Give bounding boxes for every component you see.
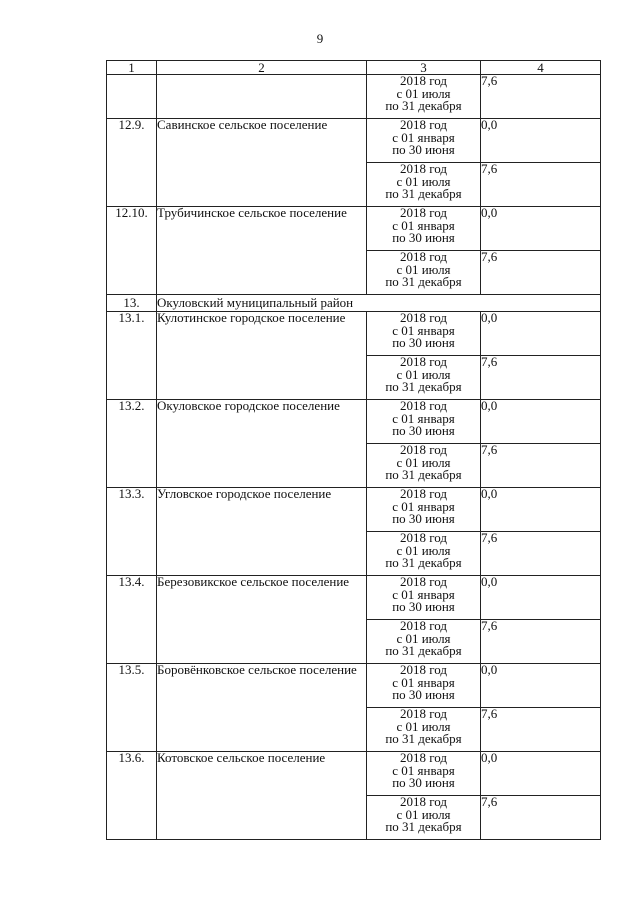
period-line: 2018 год: [400, 354, 447, 369]
table-row: [107, 312, 601, 356]
rate-value: 7,6: [481, 163, 601, 207]
period-line: с 01 января: [392, 498, 455, 514]
row-number: 13.1.: [107, 312, 157, 400]
rate-value: 7,6: [481, 708, 601, 752]
period-line: с 01 января: [392, 217, 455, 233]
period-line: с 01 января: [392, 674, 455, 690]
period-line: с 01 июля: [396, 630, 451, 646]
period-line: с 01 июля: [396, 261, 451, 277]
settlement-name: Савинское сельское поселение: [157, 119, 367, 207]
table-row-continued: [107, 75, 601, 119]
period-line: по 30 июня: [392, 142, 455, 157]
settlement-name: Кулотинское городское поселение: [157, 312, 367, 400]
row-number: 13.4.: [107, 576, 157, 664]
period-cell: [367, 488, 481, 532]
settlement-name: Котовское сельское поселение: [157, 752, 367, 840]
period-cell: [367, 400, 481, 444]
period-cell: [367, 163, 481, 207]
period-cell: [367, 356, 481, 400]
period-line: с 01 июля: [396, 806, 451, 822]
period-line: 2018 год: [400, 486, 447, 501]
column-header-3: 3: [367, 61, 481, 75]
settlement-name: Трубичинское сельское поселение: [157, 207, 367, 295]
row-number: 13.2.: [107, 400, 157, 488]
row-number: 13.: [107, 295, 157, 312]
period-line: с 01 июля: [396, 718, 451, 734]
region-name: Окуловский муниципальный район: [157, 295, 601, 312]
period-line: с 01 июля: [396, 173, 451, 189]
period-cell: [367, 620, 481, 664]
row-number: 13.5.: [107, 664, 157, 752]
settlement-name: Угловское городское поселение: [157, 488, 367, 576]
row-number: 13.3.: [107, 488, 157, 576]
rate-value: 7,6: [481, 532, 601, 576]
rate-value: 0,0: [481, 576, 601, 620]
period-line: по 31 декабря: [385, 274, 462, 289]
period-line: по 30 июня: [392, 230, 455, 245]
settlement-name: [157, 75, 367, 119]
row-number: [107, 75, 157, 119]
rate-value: 7,6: [481, 620, 601, 664]
row-number: 12.10.: [107, 207, 157, 295]
rate-value: 7,6: [481, 444, 601, 488]
period-cell: [367, 532, 481, 576]
period-line: с 01 июля: [396, 85, 451, 101]
period-cell: [367, 576, 481, 620]
period-line: 2018 год: [400, 442, 447, 457]
period-line: 2018 год: [400, 398, 447, 413]
rate-value: 0,0: [481, 664, 601, 708]
period-line: с 01 января: [392, 322, 455, 338]
period-line: по 30 июня: [392, 775, 455, 790]
settlement-name: Боровёнковское сельское поселение: [157, 664, 367, 752]
table-header-row: [107, 61, 601, 75]
period-line: 2018 год: [400, 205, 447, 220]
period-line: 2018 год: [400, 249, 447, 264]
period-line: с 01 января: [392, 129, 455, 145]
period-line: по 30 июня: [392, 687, 455, 702]
period-line: по 30 июня: [392, 511, 455, 526]
period-line: по 30 июня: [392, 423, 455, 438]
period-line: по 31 декабря: [385, 555, 462, 570]
period-line: по 30 июня: [392, 335, 455, 350]
period-line: по 31 декабря: [385, 467, 462, 482]
rate-value: 7,6: [481, 796, 601, 840]
rate-value: 7,6: [481, 75, 601, 119]
column-header-2: 2: [157, 61, 367, 75]
period-line: 2018 год: [400, 530, 447, 545]
period-cell: [367, 796, 481, 840]
rate-value: 0,0: [481, 207, 601, 251]
period-line: 2018 год: [400, 73, 447, 88]
period-cell: [367, 444, 481, 488]
period-line: 2018 год: [400, 161, 447, 176]
table-row: [107, 664, 601, 708]
period-line: с 01 января: [392, 762, 455, 778]
period-line: по 31 декабря: [385, 98, 462, 113]
period-cell: [367, 752, 481, 796]
period-cell: [367, 207, 481, 251]
rate-value: 0,0: [481, 752, 601, 796]
column-header-4: 4: [481, 61, 601, 75]
period-cell: [367, 312, 481, 356]
period-cell: [367, 708, 481, 752]
period-line: 2018 год: [400, 794, 447, 809]
rate-value: 0,0: [481, 119, 601, 163]
period-line: 2018 год: [400, 574, 447, 589]
rate-value: 0,0: [481, 488, 601, 532]
period-line: по 31 декабря: [385, 731, 462, 746]
period-line: по 30 июня: [392, 599, 455, 614]
table-row: [107, 400, 601, 444]
period-cell: [367, 119, 481, 163]
period-line: с 01 июля: [396, 454, 451, 470]
region-row: [107, 295, 601, 312]
period-line: 2018 год: [400, 618, 447, 633]
period-cell: [367, 664, 481, 708]
table-row: [107, 576, 601, 620]
row-number: 13.6.: [107, 752, 157, 840]
period-line: по 31 декабря: [385, 379, 462, 394]
column-header-1: 1: [107, 61, 157, 75]
rate-value: 7,6: [481, 251, 601, 295]
period-line: 2018 год: [400, 706, 447, 721]
table-row: [107, 207, 601, 251]
period-line: 2018 год: [400, 750, 447, 765]
table-row: [107, 119, 601, 163]
period-line: по 31 декабря: [385, 186, 462, 201]
settlement-name: Окуловское городское поселение: [157, 400, 367, 488]
row-number: 12.9.: [107, 119, 157, 207]
settlement-name: Березовикское сельское поселение: [157, 576, 367, 664]
period-line: с 01 января: [392, 586, 455, 602]
period-line: с 01 июля: [396, 366, 451, 382]
period-line: 2018 год: [400, 117, 447, 132]
period-line: по 31 декабря: [385, 643, 462, 658]
rate-value: 0,0: [481, 400, 601, 444]
period-line: 2018 год: [400, 662, 447, 677]
period-line: по 31 декабря: [385, 819, 462, 834]
period-cell: [367, 75, 481, 119]
period-line: 2018 год: [400, 310, 447, 325]
rate-value: 0,0: [481, 312, 601, 356]
period-line: с 01 июля: [396, 542, 451, 558]
table-row: [107, 488, 601, 532]
period-cell: [367, 251, 481, 295]
table-row: [107, 752, 601, 796]
tax-rate-table: [106, 60, 601, 840]
rate-value: 7,6: [481, 356, 601, 400]
page-number: 9: [316, 31, 324, 46]
period-line: с 01 января: [392, 410, 455, 426]
